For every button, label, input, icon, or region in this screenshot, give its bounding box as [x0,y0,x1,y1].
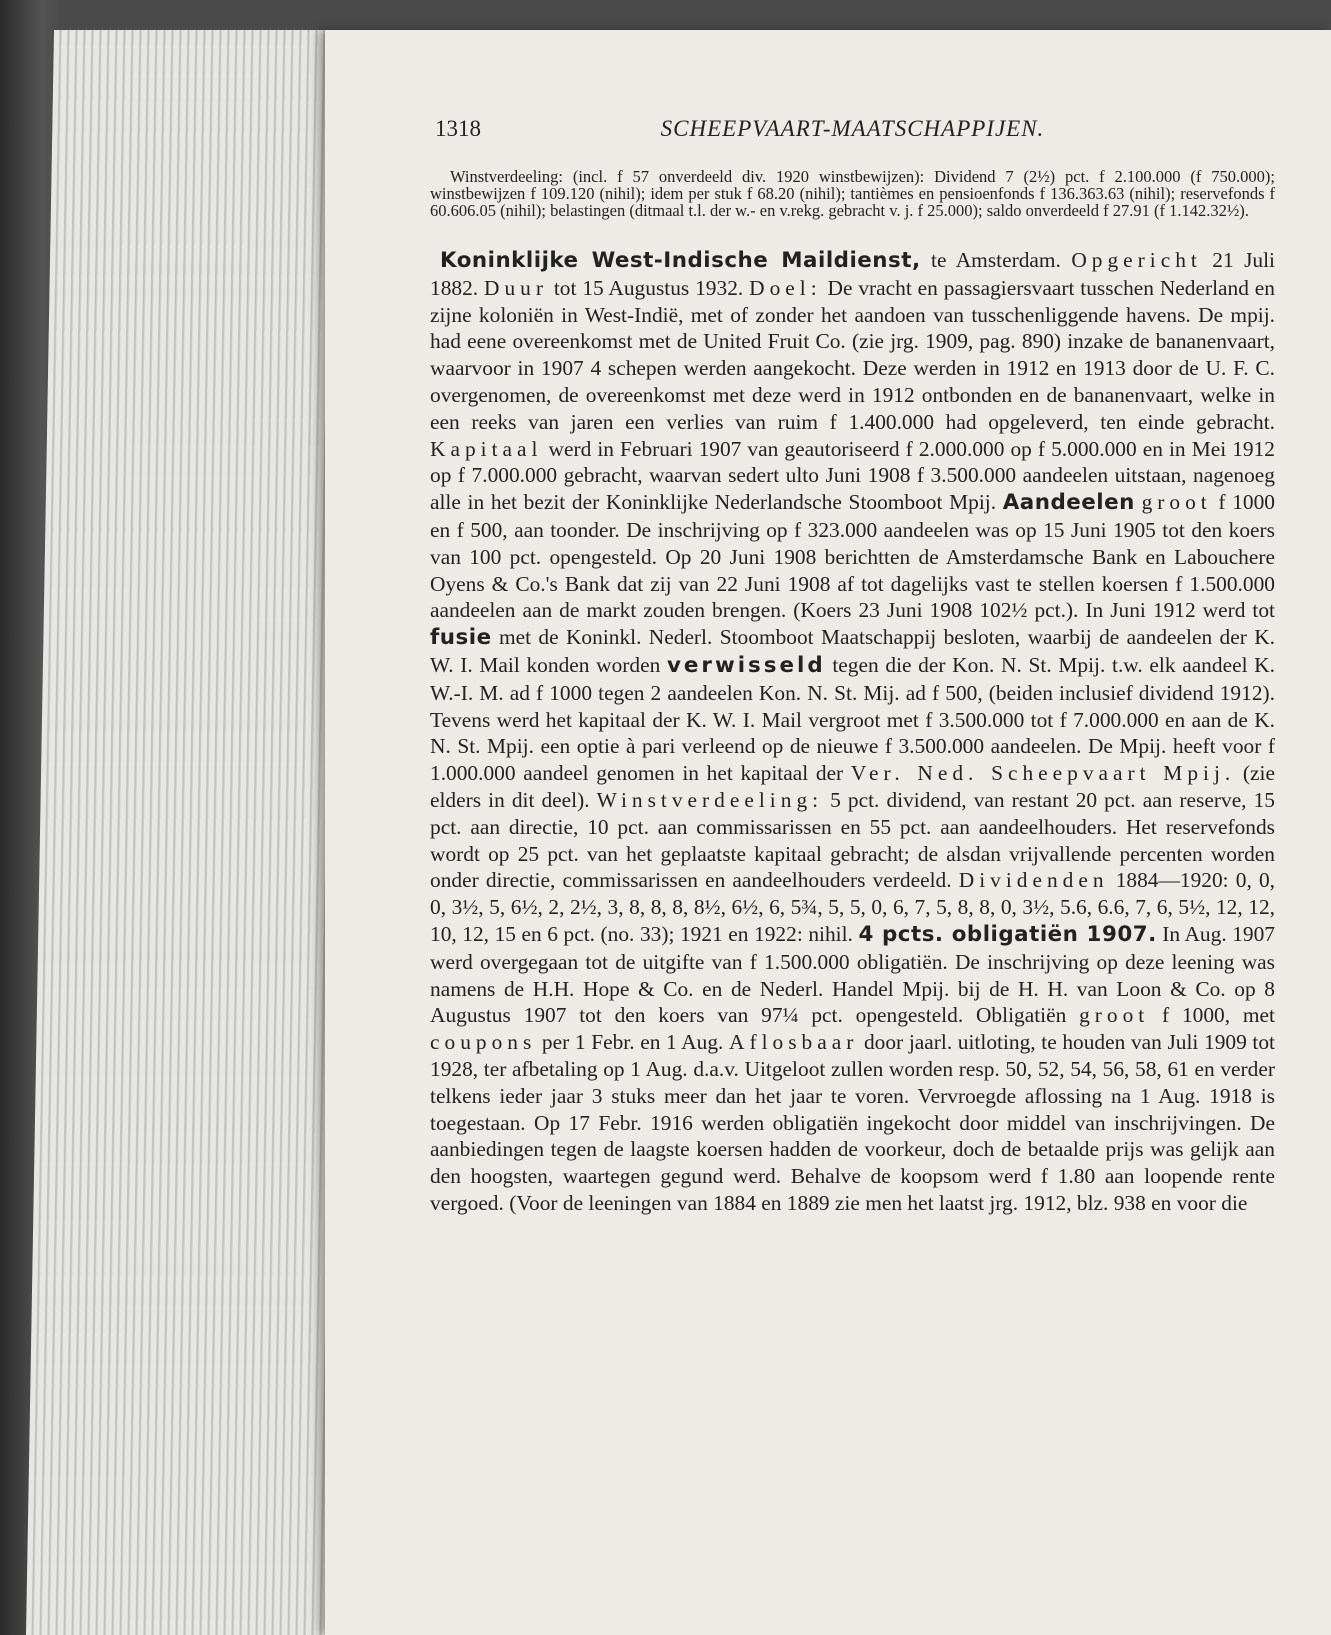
keyword-obligatien: 4 pcts. obligatiën 1907. [858,921,1157,947]
keyword-dividenden: Dividenden [958,868,1109,893]
keyword-winstverdeeling: Winstverdeeling: [596,787,824,812]
company-name: Koninklijke West-Indische Maildienst, [440,248,921,273]
keyword-coupons: coupons [430,1030,537,1055]
book-page-edges [26,30,354,1635]
keyword-doel: Doel: [749,275,822,300]
keyword-verwisseld: verwisseld [666,652,826,678]
keyword-duur: Duur [484,275,548,300]
page-number: 1318 [435,116,481,141]
keyword-fusie: fusie [430,625,492,651]
company-entry: Koninklijke West-Indische Maildienst, te Amsterdam. Opgericht 21 Juli 1882. Duur tot 15 Augustus 1932. Doel: De vracht en passagiersvaart tusschen Nederland en zijne koloniën in West-Indië, met of zonder het aandoen van tusschenliggende havens. De mpij. had eene overeenkomst met de United Fruit Co. (zie jrg. 1909, pag. 890) inzake de bananenvaart, waarvoor in 1907 4 schepen werden aangekocht. Deze werden in 1912 en 1913 door de U. F. C. overgenomen, de overeenkomst met deze werd in 1912 ontbonden en de bananenvaart, welke in een reeks van jaren een verlies van ruim f 1.400.000 had opgeleverd, ten einde gebracht. Kapitaal werd in Februari 1907 van geautoriseerd f 2.000.000 op f 5.000.000 en in Mei 1912 op f 7.000.000 gebracht, waarvan sedert ulto Juni 1908 f 3.500.000 aandeelen uitstaan, nagenoeg alle in het bezit der Koninklijke Nederlandsche Stoomboot Mpij. Aandeelen groot f 1000 en f 500, aan toonder. De inschrijving op f 323.000 aandeelen was op 15 Juni 1905 tot den koers van 100 pct. opengesteld. Op 20 Juni 1908 berichtten de Amsterdamsche Bank en Labouchere Oyens & Co.'s Bank dat zij van 22 Juni 1908 af tot dagelijks vast te stellen koersen f 1.500.000 aandeelen aan de markt zouden brengen. (Koers 23 Juni 1908 102½ pct.). In Juni 1912 werd tot fusie met de Koninkl. Nederl. Stoomboot Maatschappij besloten, waarbij de aandeelen der K. W. I. Mail konden worden verwisseld tegen die der Kon. N. St. Mpij. t.w. elk aandeel K. W.-I. M. ad f 1000 tegen 2 aandeelen Kon. N. St. Mij. ad f 500, (beiden inclusief dividend 1912). Tevens werd het kapitaal der K. W. I. Mail vergroot met f 3.500.000 tot f 7.000.000 en aan de K. N. St. Mpij. een optie à pari verleend op de nieuwe f 3.500.000 aandeelen. De Mpij. heeft voor f 1.000.000 aandeel genomen in het kapitaal der Ver. Ned. Scheepvaart Mpij. (zie elders in dit deel). Winstverdeeling: 5 pct. dividend, van restant 20 pct. aan reserve, 15 pct. aan directie, 10 pct. aan commissarissen en 55 pct. aan aandeelhouders. Het reservefonds wordt op 25 pct. van het geplaatste kapitaal gebracht; de alsdan vrijvallende percenten worden onder directie, commissarissen en aandeelhouders verdeeld. Dividenden 1884—1920: 0, 0, 0, 3½, 5, 6½, 2, 2½, 3, 8, 8, 8, 8½, 6½, 6, 5¾, 5, 5, 0, 6, 7, 5, 8, 8, 0, 3½, 5.6, 6.6, 7, 6, 5½, 12, 12, 10, 12, 15 en 6 pct. (no. 33); 1921 en 1922: nihil. 4 pcts. obligatiën 1907. In Aug. 1907 werd overgegaan tot de uitgifte van f 1.500.000 obligatiën. De inschrijving op deze leening was namens de H.H. Hope & Co. en de Nederl. Handel Mpij. bij de H. H. van Loon & Co. op 8 Augustus 1907 tot den koers van 97¼ pct. opengesteld. Obligatiën groot f 1000, met coupons per 1 Febr. en 1 Aug. Aflosbaar door jaarl. uitloting, te houden van Juli 1909 tot 1928, ter afbetaling op 1 Aug. d.a.v. Uitgeloot zullen worden resp. 50, 52, 54, 56, 58, 61 en verder telkens ieder jaar 3 stuks meer dan het jaar te voren. Vervroegde aflossing na 1 Aug. 1918 is toegestaan. Op 17 Febr. 1916 werden obligatiën ingekocht door middel van inschrijvingen. De aanbiedingen tegen de laagste koersen hadden de voorkeur, doch de betaalde prijs was gelijk aan den hoogsten, waartegen gegund werd. Behalve de koopsom werd f 1.80 aan loopende rente vergoed. (Voor de leeningen van 1884 en 1889 zie men het laatst jrg. 1912, blz. 938 en voor die [430,248,1275,1215]
keyword-aandeelen: Aandeelen [1002,490,1135,516]
keyword-opgericht: Opgericht [1071,248,1202,272]
header-title: SCHEEPVAART-MAATSCHAPPIJEN. [660,116,1045,141]
intro-paragraph: Winstverdeeling: (incl. f 57 onverdeeld div. 1920 winstbewijzen): Dividend 7 (2½) pct. f 2.100.000 (f 750.000); winstbewijzen f 109.120 (nihil); idem per stuk f 68.20 (nihil); tantièmes en pensioenfonds f 136.363.63 (nihil); reservefonds f 60.606.05 (nihil); belastingen (ditmaal t.l. der w.- en v.rekg. gebracht v. j. f 25.000); saldo onverdeeld f 27.91 (f 1.142.32½). [430,167,1275,220]
page-content [430,116,1275,1217]
keyword-ver-ned-scheepvaart: Ver. Ned. Scheepvaart Mpij. [850,761,1236,786]
keyword-aflosbaar: Aflosbaar [729,1030,859,1055]
book-page [325,30,1331,1635]
running-head [430,116,1275,156]
keyword-groot-2: groot [1079,1003,1150,1028]
keyword-groot: groot [1141,490,1212,515]
keyword-kapitaal: Kapitaal [430,436,543,461]
